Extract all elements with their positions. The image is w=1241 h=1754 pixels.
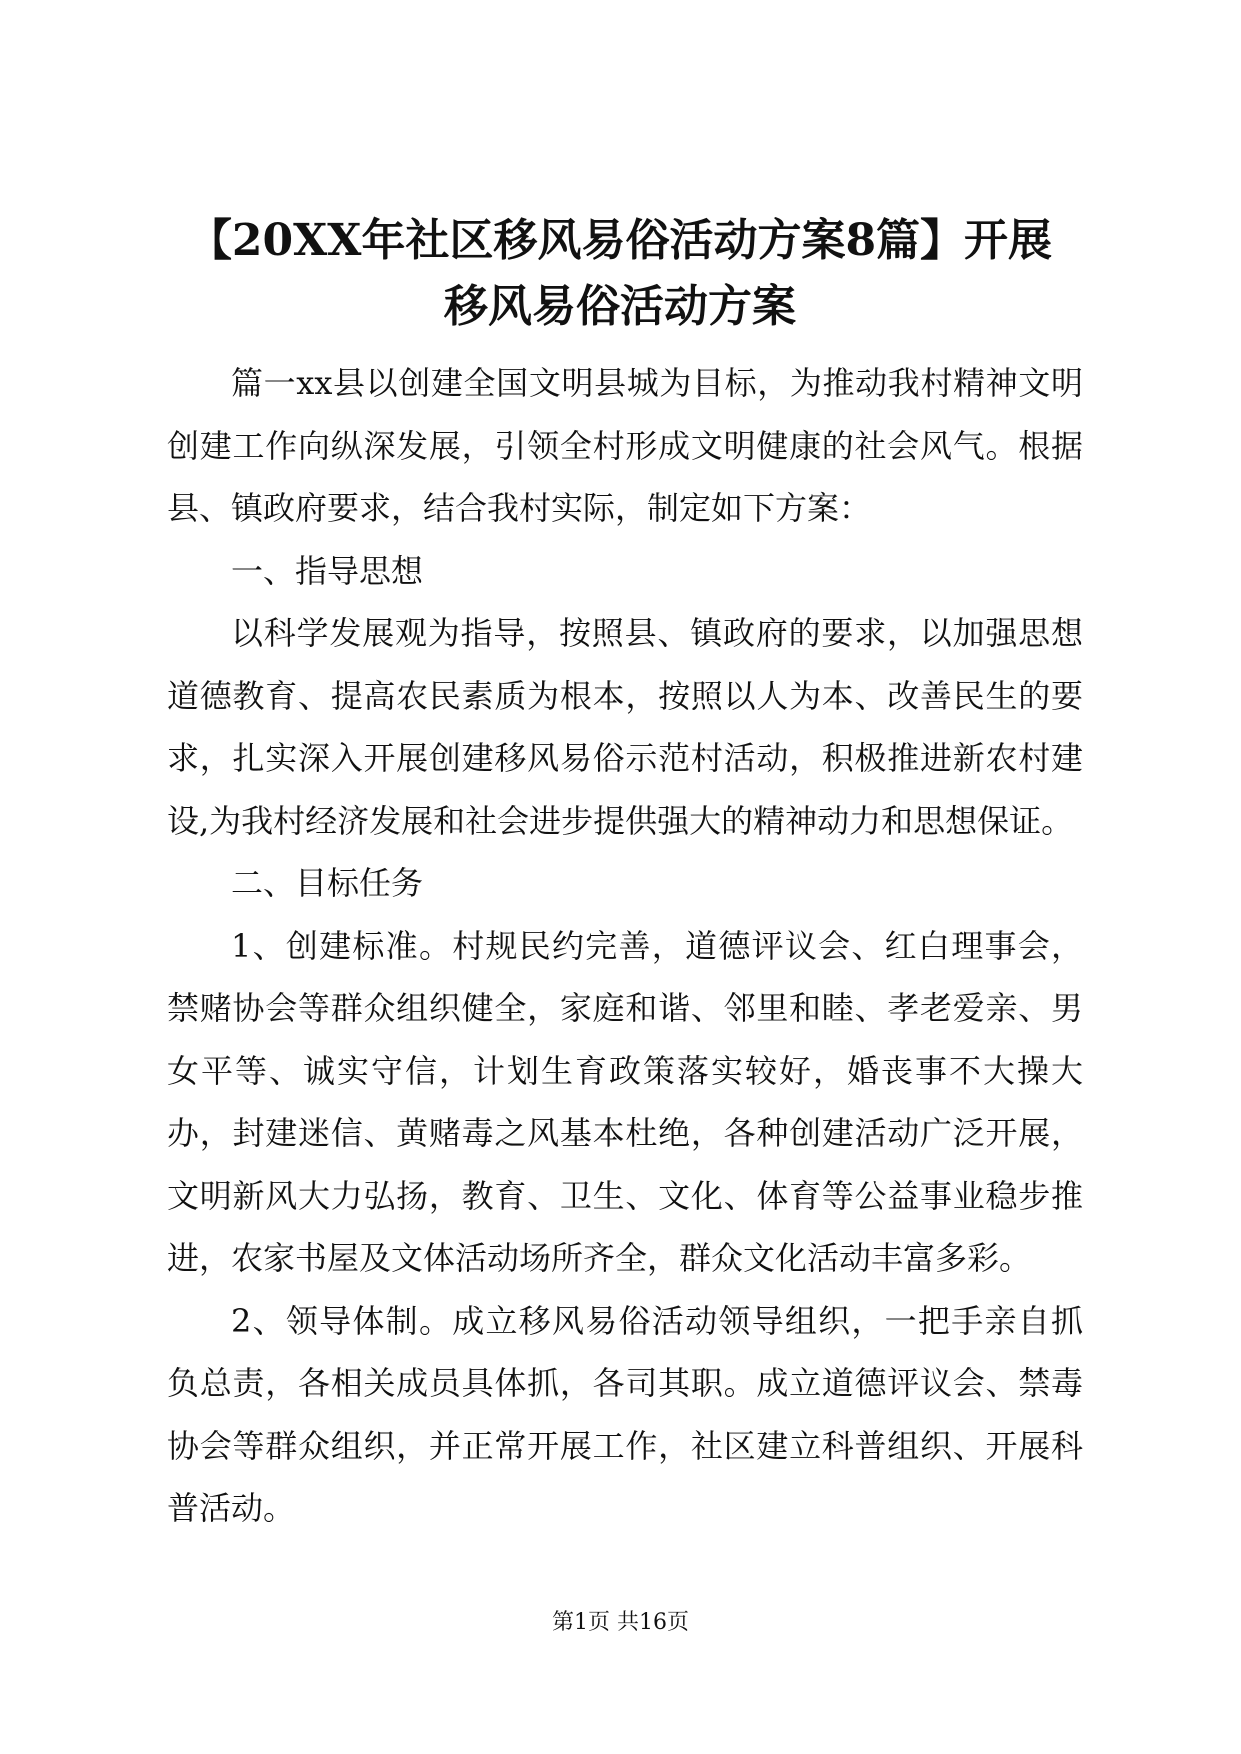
paragraph-creation-standard: 1、创建标准。村规民约完善，道德评议会、红白理事会，禁赌协会等群众组织健全，家庭和谐、邻里和睦、孝老爱亲、男女平等、诚实守信，计划生育政策落实较好，婚丧事不大操大办，封建迷信、黄赌毒之风基本杜绝，各种创建活动广泛开展，文明新风大力弘扬，教育、卫生、文化、体育等公益事业稳步推进，农家书屋及文体活动场所齐全，群众文化活动丰富多彩。 xyxy=(167,926,1083,1277)
paragraph-guiding-ideology: 以科学发展观为指导，按照县、镇政府的要求，以加强思想道德教育、提高农民素质为根本，按照以人为本、改善民生的要求，扎实深入开展创建移风易俗示范村活动，积极推进新农村建设,为我村经济发展和社会进步提供强大的精神动力和思想保证。 xyxy=(167,614,1083,840)
title-line-1: 【20XX年社区移风易俗活动方案8篇】开展 xyxy=(187,215,1053,266)
paragraph-intro: 篇一xx县以创建全国文明县城为目标，为推动我村精神文明创建工作向纵深发展，引领全村形成文明健康的社会风气。根据县、镇政府要求，结合我村实际，制定如下方案： xyxy=(167,364,1083,527)
paragraph-leadership-system: 2、领导体制。成立移风易俗活动领导组织，一把手亲自抓负总责，各相关成员具体抓，各司其职。成立道德评议会、禁毒协会等群众组织，并正常开展工作，社区建立科普组织、开展科普活动。 xyxy=(167,1301,1083,1527)
title-line-2: 移风易俗活动方案 xyxy=(444,281,796,332)
document-body xyxy=(167,352,1083,1540)
page-footer: 第1页 共16页 xyxy=(552,1610,689,1635)
document-title xyxy=(150,208,1090,340)
heading-goals-tasks: 二、目标任务 xyxy=(231,864,424,902)
heading-guiding-ideology: 一、指导思想 xyxy=(231,551,424,590)
